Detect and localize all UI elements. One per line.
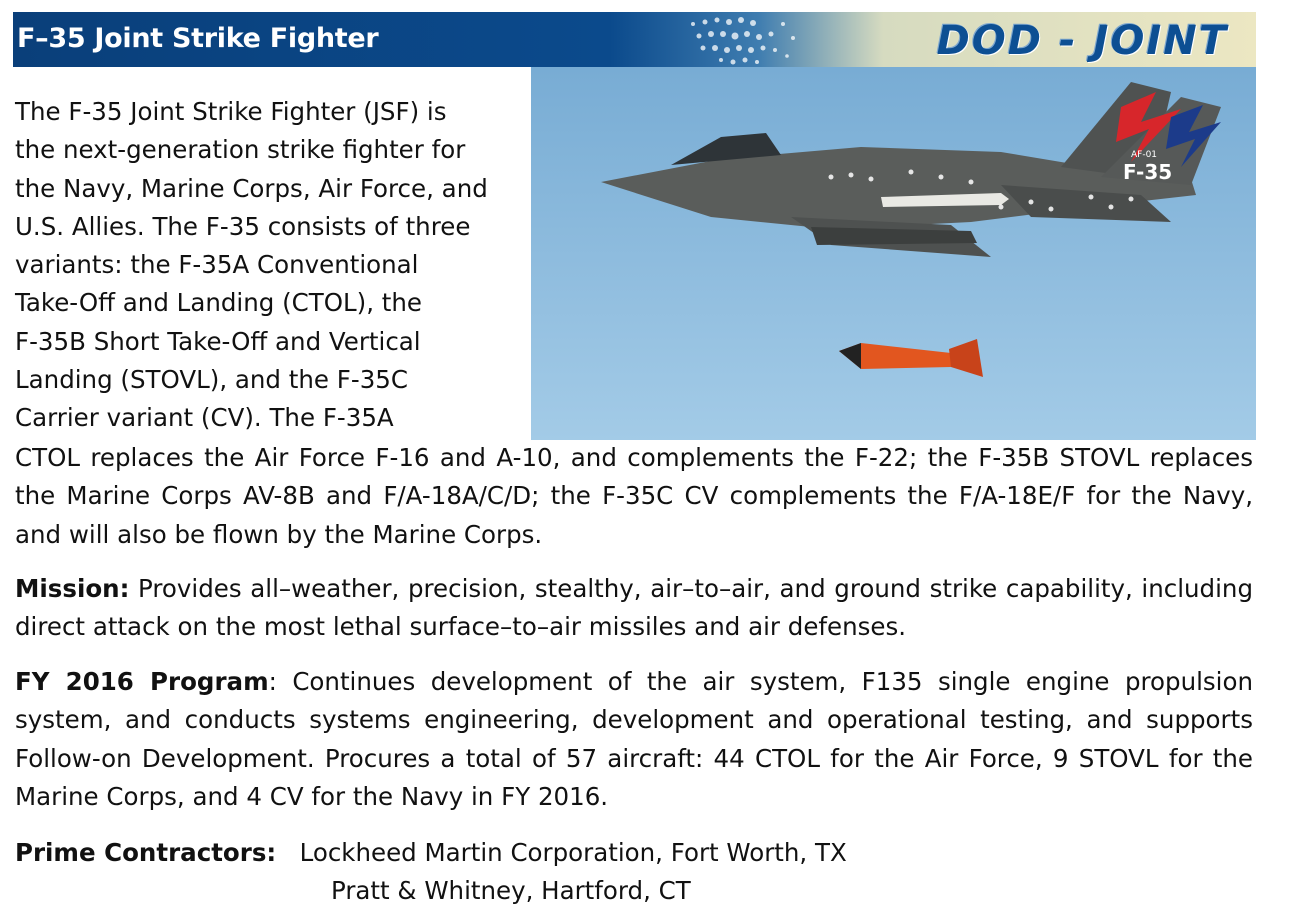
intro-paragraph-top — [15, 93, 530, 438]
contractors-row — [15, 834, 1253, 872]
mission-label: Mission: — [15, 574, 130, 603]
intro-line: variants: the F-35A Conventional — [15, 250, 419, 280]
intro-line: Landing (STOVL), and the F-35C — [15, 365, 408, 395]
f35-illustration — [531, 67, 1256, 440]
page-title: F–35 Joint Strike Fighter — [17, 23, 379, 54]
tail-marking: F-35 — [1123, 160, 1173, 184]
program-label: FY 2016 Program — [15, 667, 269, 696]
intro-line: The F-35 Joint Strike Fighter (JSF) is — [15, 97, 447, 126]
f35-photo — [531, 67, 1256, 440]
mission-paragraph — [15, 570, 1253, 647]
mission-text: Provides all–weather, precision, stealthy, air–to–air, and ground strike capability, including direct attack on the most lethal surface–to–air missiles and air defenses. — [15, 574, 1253, 642]
contractor-item: Lockheed Martin Corporation, Fort Worth, TX — [299, 838, 847, 867]
dot-pattern-decoration — [673, 12, 873, 67]
header-banner — [13, 12, 1256, 67]
intro-line: F-35B Short Take-Off and Vertical — [15, 326, 421, 356]
intro-line: the Navy, Marine Corps, Air Force, and — [15, 173, 488, 203]
dod-joint-logo: DOD - JOINT — [936, 18, 1228, 64]
tail-code: AF-01 — [1131, 150, 1158, 160]
contractors-section — [15, 834, 1253, 911]
program-paragraph — [15, 663, 1253, 816]
intro-line: Take-Off and Landing (CTOL), the — [15, 288, 422, 318]
contractors-label: Prime Contractors: — [15, 838, 277, 867]
contractor-item: Pratt & Whitney, Hartford, CT — [331, 876, 691, 906]
program-text: : Continues development of the air system, F135 single engine propulsion system, and conducts systems engineering, development and operational testing, and supports Follow-on Development. Procures a total of 57 aircraft: 44 CTOL for the Air Force, 9 STOVL for the Marine Corps, and 4 CV for the Navy in FY 2016. — [15, 667, 1253, 811]
intro-line: U.S. Allies. The F-35 consists of three — [15, 211, 471, 241]
intro-line: Carrier variant (CV). The F-35A — [15, 403, 394, 433]
intro-line: the next-generation strike fighter for — [15, 135, 466, 165]
contractors-row — [15, 872, 1253, 910]
intro-paragraph-continuation: CTOL replaces the Air Force F-16 and A-10, and complements the F-22; the F-35B STOVL replaces the Marine Corps AV-8B and F/A-18A/C/D; the F-35C CV complements the F/A-18E/F for the Navy, and will also be flown by the Marine Corps. — [15, 443, 1253, 549]
